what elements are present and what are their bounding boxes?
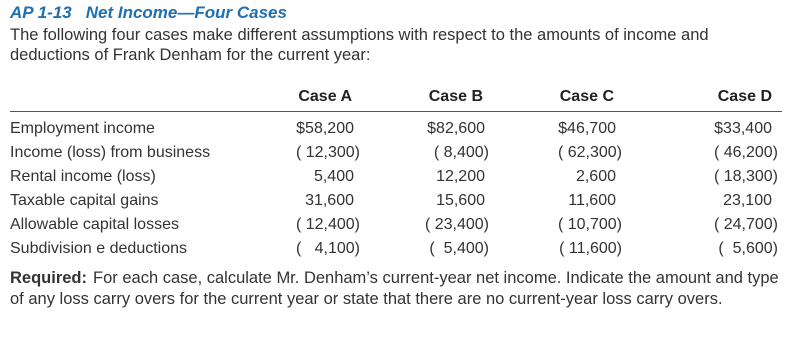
exercise-title: Net Income—Four Cases <box>85 3 287 22</box>
table-header-row <box>10 84 782 112</box>
required-text: For each case, calculate Mr. Denham’s current-year net income. Indicate the amount and type of any loss carry overs for the current year or state that there are no current-year loss carry overs. <box>10 269 779 308</box>
cell-case-a: ( 12,300) <box>295 144 360 161</box>
required-paragraph <box>10 268 782 310</box>
column-header-case-c: Case C <box>495 84 630 112</box>
row-label: Rental income (loss) <box>10 168 156 185</box>
table-row <box>10 165 782 189</box>
cell-case-c: ( 62,300) <box>557 144 622 161</box>
table-row <box>10 141 782 165</box>
table-row <box>10 237 782 261</box>
table-row <box>10 213 782 237</box>
cell-case-c: ( 11,600) <box>559 240 622 257</box>
cell-case-c: 2,600 <box>575 168 616 185</box>
cell-case-a: 5,400 <box>313 168 354 185</box>
table-row <box>10 112 782 142</box>
required-label: Required: <box>10 269 88 287</box>
cell-case-a: ( 12,400) <box>295 216 360 233</box>
row-label: Taxable capital gains <box>10 192 159 209</box>
cell-case-b: ( 23,400) <box>424 216 489 233</box>
intro-paragraph: The following four cases make different assumptions with respect to the amounts of income and deductions of Frank Denham for the current year: <box>10 26 709 64</box>
cell-case-b: ( 5,400) <box>429 240 489 257</box>
row-label: Allowable capital losses <box>10 216 179 233</box>
row-label: Employment income <box>10 120 155 137</box>
cell-case-d: ( 18,300) <box>713 168 778 185</box>
exercise-number: AP 1-13 <box>10 3 72 22</box>
cases-table <box>10 84 782 261</box>
column-header-case-b: Case B <box>360 84 495 112</box>
cell-case-b: ( 8,400) <box>433 144 489 161</box>
cell-case-a: ( 4,100) <box>295 240 360 257</box>
cell-case-a: 31,600 <box>305 192 354 209</box>
exercise-heading <box>10 3 287 23</box>
cell-case-c: 11,600 <box>568 192 616 209</box>
cell-case-b: $82,600 <box>427 120 485 137</box>
table-row <box>10 189 782 213</box>
cases-table-wrapper <box>10 84 782 261</box>
cell-case-b: 15,600 <box>436 192 485 209</box>
cell-case-b: 12,200 <box>436 168 485 185</box>
cell-case-d: $33,400 <box>714 120 772 137</box>
cell-case-d: ( 24,700) <box>713 216 778 233</box>
column-header-case-d: Case D <box>630 84 782 112</box>
cell-case-d: 23,100 <box>723 192 772 209</box>
column-header-case-a: Case A <box>260 84 360 112</box>
row-label: Income (loss) from business <box>10 144 211 161</box>
row-label: Subdivision e deductions <box>10 240 188 257</box>
header-blank-cell <box>10 84 260 112</box>
cell-case-d: ( 46,200) <box>713 144 778 161</box>
cell-case-c: $46,700 <box>558 120 616 137</box>
cell-case-d: ( 5,600) <box>718 240 778 257</box>
cell-case-c: ( 10,700) <box>557 216 622 233</box>
cell-case-a: $58,200 <box>296 120 354 137</box>
